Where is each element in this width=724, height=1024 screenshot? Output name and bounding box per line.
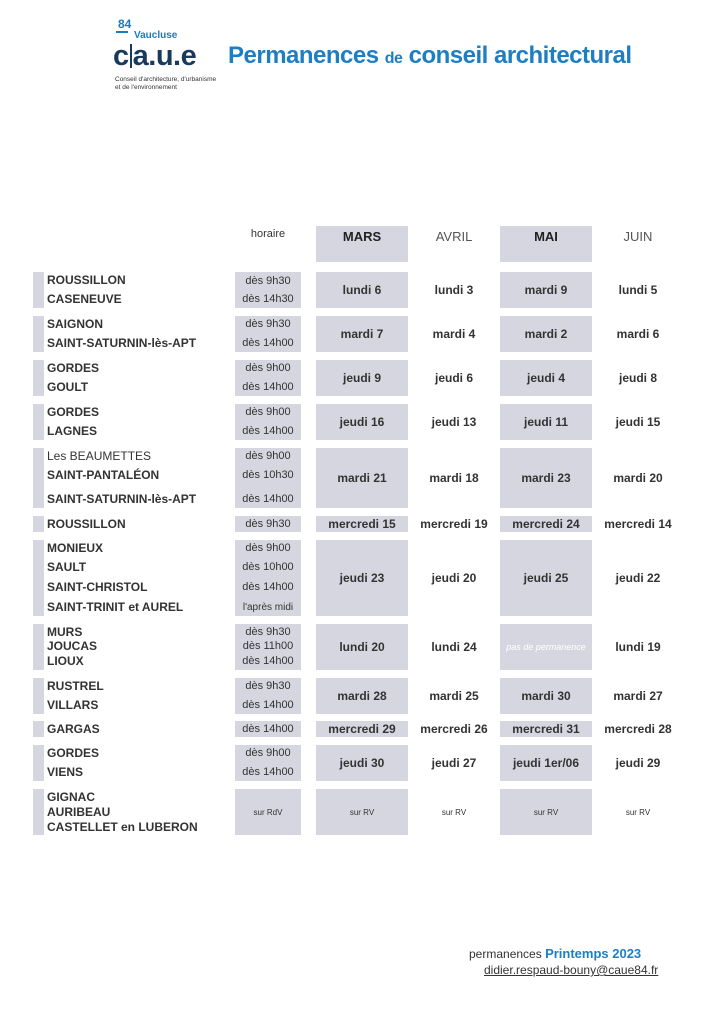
footer-prefix: permanences — [469, 947, 542, 961]
date-cell-juin: lundi 19 — [615, 640, 661, 654]
logo-subtitle — [115, 76, 255, 92]
date-cell-mai: mercredi 24 — [500, 516, 592, 532]
date-cell-mai: jeudi 4 — [500, 360, 592, 396]
logo-letters: a.u.e — [132, 40, 197, 72]
date-cell-mars: lundi 20 — [316, 624, 408, 670]
town-name: SAINT-CHRISTOL — [47, 580, 148, 594]
town-name: SAINT-PANTALÉON — [47, 468, 160, 482]
row-marker — [33, 448, 44, 508]
date-cell-mai: mardi 23 — [500, 448, 592, 508]
date-cell-mars: jeudi 9 — [316, 360, 408, 396]
hour-label: dès 14h00 — [242, 337, 294, 349]
logo-department-name: Vaucluse — [134, 30, 178, 41]
date-cell-mars: mardi 28 — [316, 678, 408, 714]
month-header-mars: MARS — [316, 226, 408, 262]
hour-label: dès 9h30 — [245, 626, 291, 638]
date-cell-mai: sur RV — [500, 789, 592, 835]
date-cell-avril: jeudi 13 — [431, 415, 477, 429]
date-cell-mai: mardi 30 — [500, 678, 592, 714]
date-cell-mars: lundi 6 — [316, 272, 408, 308]
date-cell-avril: sur RV — [441, 807, 467, 817]
hour-label: dès 14h00 — [242, 723, 294, 735]
hour-label: dès 14h00 — [242, 493, 294, 505]
date-cell-avril: mardi 25 — [429, 689, 479, 703]
town-name: VILLARS — [47, 698, 99, 712]
date-cell-mars: jeudi 16 — [316, 404, 408, 440]
footer-season — [469, 946, 641, 961]
date-cell-mars: mardi 21 — [316, 448, 408, 508]
town-name: Les BEAUMETTES — [47, 449, 152, 463]
contact-email-link[interactable]: didier.respaud-bouny@caue84.fr — [484, 963, 659, 977]
hour-label: dès 10h30 — [242, 469, 294, 481]
town-name: SAIGNON — [47, 317, 104, 331]
town-name: CASENEUVE — [47, 292, 122, 306]
hour-label: dès 9h30 — [245, 518, 291, 530]
month-header-juin: JUIN — [623, 229, 653, 244]
hour-label: dès 14h00 — [242, 766, 294, 778]
hour-label: dès 9h30 — [245, 275, 291, 287]
date-cell-juin: jeudi 22 — [615, 571, 661, 585]
town-name: ROUSSILLON — [47, 273, 126, 287]
hour-label: dès 11h00 — [242, 640, 294, 652]
town-name: VIENS — [47, 765, 84, 779]
hour-label: dès 10h00 — [242, 561, 294, 573]
town-name: SAULT — [47, 560, 87, 574]
footer-season-name: Printemps 2023 — [545, 946, 642, 961]
hour-label: dès 14h00 — [242, 381, 294, 393]
date-cell-avril: jeudi 20 — [431, 571, 477, 585]
row-marker — [33, 789, 44, 835]
date-cell-mars: mardi 7 — [316, 316, 408, 352]
town-name: AURIBEAU — [47, 805, 111, 819]
town-name: MONIEUX — [47, 541, 104, 555]
hour-label: dès 9h30 — [245, 680, 291, 692]
hour-label: dès 14h00 — [242, 581, 294, 593]
date-cell-avril: mardi 18 — [429, 471, 479, 485]
logo-subtitle-line-2: et de l'environnement — [115, 84, 177, 91]
logo-rule — [116, 31, 128, 33]
town-name: GOULT — [47, 380, 89, 394]
date-cell-avril: lundi 24 — [431, 640, 477, 654]
town-name: SAINT-SATURNIN-lès-APT — [47, 336, 197, 350]
date-cell-mai: jeudi 11 — [500, 404, 592, 440]
date-cell-avril: mercredi 19 — [420, 517, 488, 531]
row-marker — [33, 316, 44, 352]
title-part-2: conseil architectural — [408, 42, 632, 69]
row-marker — [33, 721, 44, 737]
town-name: LIOUX — [47, 654, 84, 668]
date-cell-avril: mercredi 26 — [420, 722, 488, 736]
town-name: GARGAS — [47, 722, 100, 736]
date-cell-mai: jeudi 1er/06 — [500, 745, 592, 781]
hour-label: dès 9h00 — [245, 362, 291, 374]
date-cell-juin: lundi 5 — [618, 283, 658, 297]
town-name: GORDES — [47, 746, 100, 760]
row-marker — [33, 404, 44, 440]
town-name: GIGNAC — [47, 790, 95, 804]
hours-box: sur RdV — [235, 789, 301, 835]
town-name: CASTELLET en LUBERON — [47, 820, 198, 834]
date-cell-juin: mardi 6 — [616, 327, 660, 341]
logo-caue — [113, 38, 196, 74]
hour-label: dès 9h00 — [245, 450, 291, 462]
date-cell-juin: jeudi 29 — [615, 756, 661, 770]
hour-label: dès 9h30 — [245, 318, 291, 330]
row-marker — [33, 745, 44, 781]
hour-label: dès 9h00 — [245, 542, 291, 554]
hour-label: dès 9h00 — [245, 406, 291, 418]
logo-letter-c: c — [113, 40, 129, 72]
logo-department-number: 84 — [118, 17, 132, 31]
horaire-header: horaire — [250, 228, 286, 240]
date-cell-avril: mardi 4 — [432, 327, 476, 341]
row-marker — [33, 516, 44, 532]
date-cell-mai: mardi 9 — [500, 272, 592, 308]
title-part-1: Permanences — [228, 42, 379, 69]
date-cell-mai: jeudi 25 — [500, 540, 592, 616]
row-marker — [33, 360, 44, 396]
date-cell-avril: jeudi 6 — [434, 371, 473, 385]
hour-label: dès 14h30 — [242, 293, 294, 305]
date-cell-mars: jeudi 30 — [316, 745, 408, 781]
date-cell-juin: mercredi 28 — [604, 722, 672, 736]
month-header-avril: AVRIL — [435, 229, 473, 244]
hour-label: l'après midi — [242, 602, 294, 613]
date-cell-avril: jeudi 27 — [431, 756, 477, 770]
town-name: JOUCAS — [47, 639, 98, 653]
town-name: LAGNES — [47, 424, 98, 438]
hour-label: dès 14h00 — [242, 425, 294, 437]
town-name: MURS — [47, 625, 83, 639]
page-title — [228, 38, 632, 77]
date-cell-juin: mardi 27 — [613, 689, 663, 703]
town-name: GORDES — [47, 405, 100, 419]
date-cell-juin: jeudi 8 — [618, 371, 657, 385]
row-marker — [33, 272, 44, 308]
town-name: SAINT-SATURNIN-lès-APT — [47, 492, 197, 506]
town-name: ROUSSILLON — [47, 517, 126, 531]
logo-bar — [130, 44, 132, 68]
date-cell-juin: sur RV — [625, 807, 651, 817]
month-header-mai: MAI — [500, 226, 592, 262]
town-name: GORDES — [47, 361, 100, 375]
logo-subtitle-line-1: Conseil d'architecture, d'urbanisme — [115, 76, 217, 83]
town-name: SAINT-TRINIT et AUREL — [47, 600, 184, 614]
hour-label: dès 9h00 — [245, 747, 291, 759]
date-cell-mars: mercredi 29 — [316, 721, 408, 737]
row-marker — [33, 540, 44, 616]
date-cell-mars: jeudi 23 — [316, 540, 408, 616]
date-cell-juin: mardi 20 — [613, 471, 663, 485]
title-connector: de — [384, 50, 403, 67]
date-cell-juin: mercredi 14 — [604, 517, 672, 531]
date-cell-mai: mardi 2 — [500, 316, 592, 352]
date-cell-avril: lundi 3 — [434, 283, 474, 297]
date-cell-mai: mercredi 31 — [500, 721, 592, 737]
no-permanence-cell: pas de permanence — [500, 624, 592, 670]
date-cell-mars: mercredi 15 — [316, 516, 408, 532]
hour-label: dès 14h00 — [242, 699, 294, 711]
row-marker — [33, 624, 44, 670]
hour-label: dès 14h00 — [242, 655, 294, 667]
date-cell-mars: sur RV — [316, 789, 408, 835]
town-name: RUSTREL — [47, 679, 104, 693]
row-marker — [33, 678, 44, 714]
date-cell-juin: jeudi 15 — [615, 415, 661, 429]
